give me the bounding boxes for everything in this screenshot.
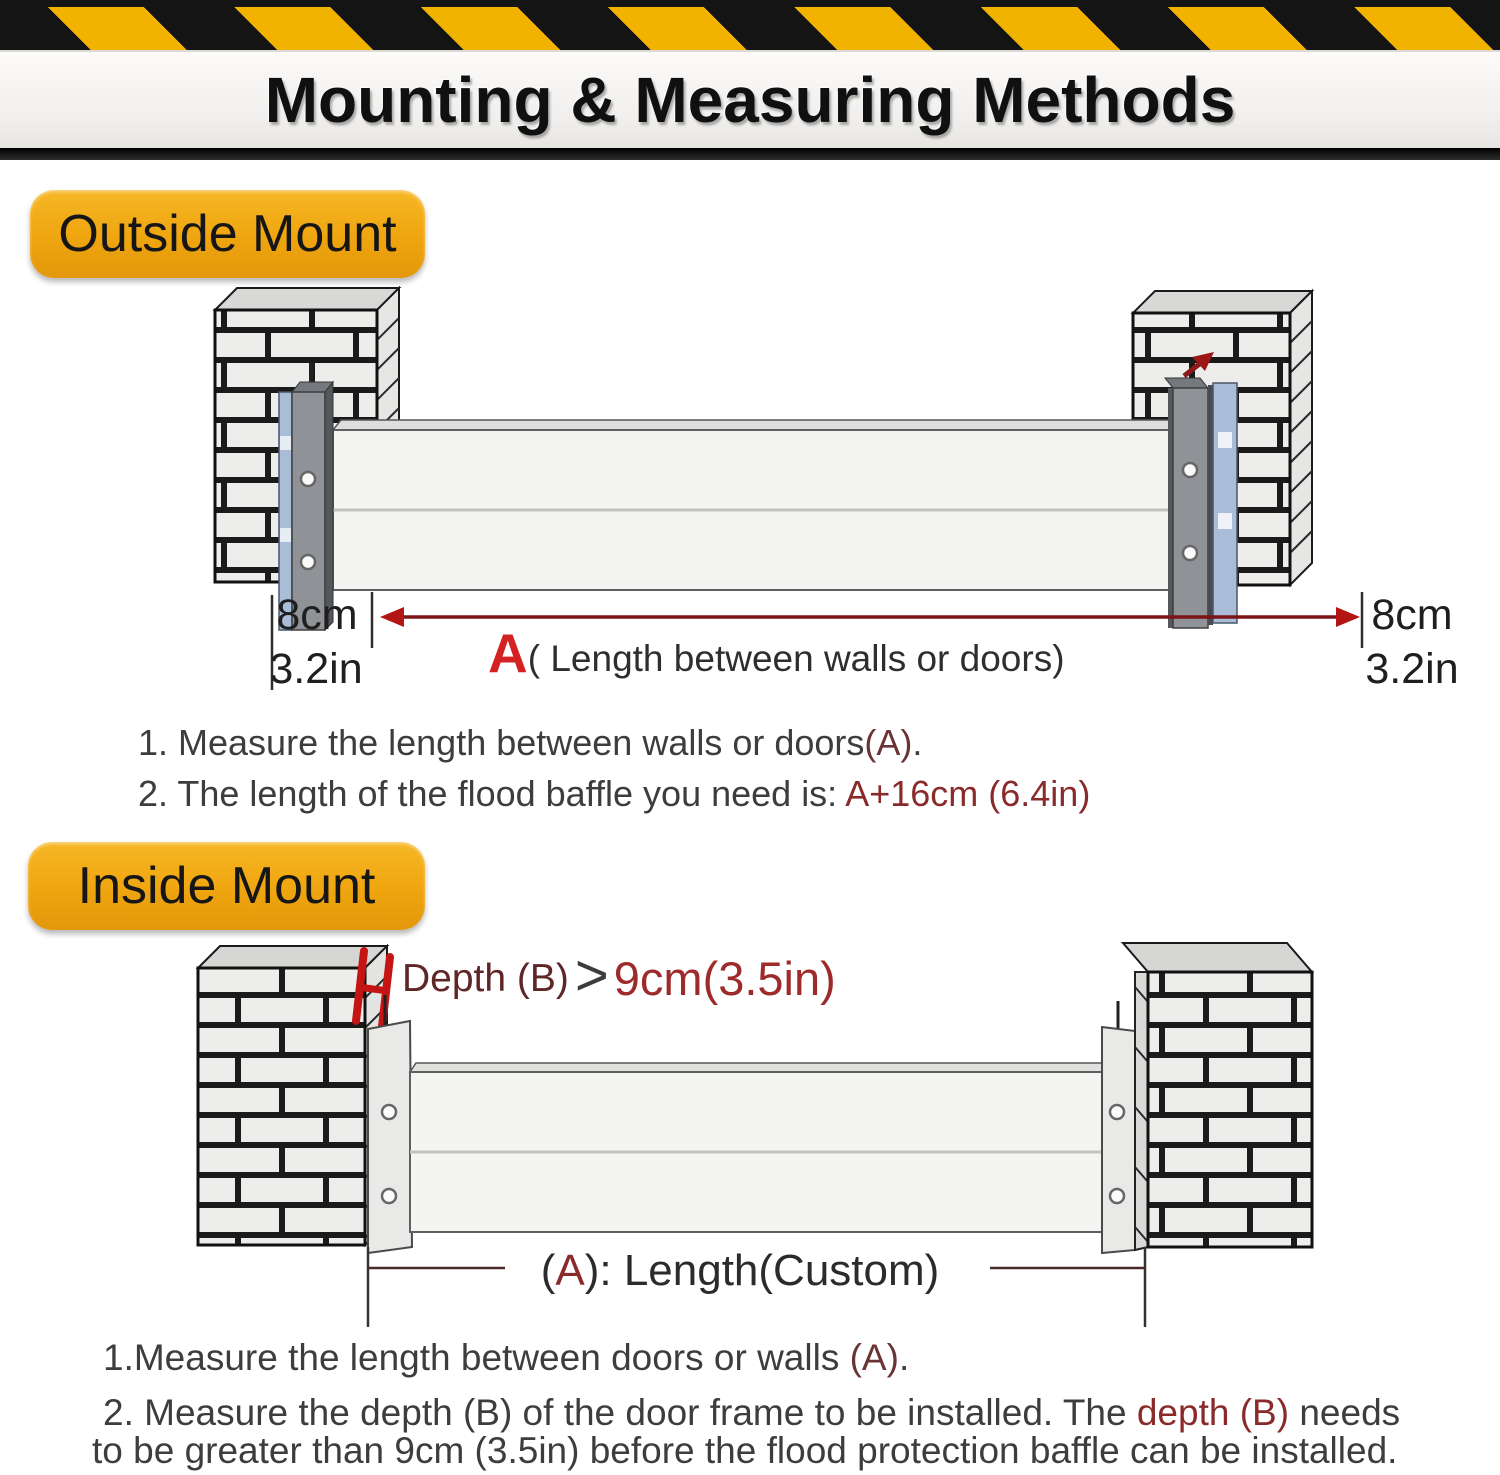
outside-left-bracket — [279, 363, 333, 630]
left-offset-in-label: 3.2in — [269, 645, 363, 693]
right-offset-in-label: 3.2in — [1365, 645, 1459, 693]
inside-right-plate — [1102, 1001, 1135, 1253]
outside-right-bracket — [1165, 352, 1237, 628]
greater-than-symbol: > — [574, 943, 609, 1008]
left-offset-cm-label: 8cm — [276, 591, 358, 639]
depth-annotation: Depth (B) > 9cm(3.5in) — [402, 943, 836, 1008]
outside-step-1: 1. Measure the length between walls or doors(A). — [138, 722, 923, 763]
inside-mount-badge: Inside Mount — [28, 842, 425, 930]
length-a-label: A ( Length between walls or doors) — [488, 622, 1065, 684]
right-offset-cm-label: 8cm — [1371, 591, 1453, 639]
outside-mount-badge: Outside Mount — [30, 190, 425, 278]
hazard-stripe-band — [0, 7, 1500, 52]
outside-step-2: 2. The length of the flood baffle you need is: A+16cm (6.4in) — [138, 773, 1091, 814]
inside-step-1: 1.Measure the length between doors or walls (A). — [103, 1337, 910, 1378]
inside-flood-barrier — [410, 1063, 1108, 1232]
top-black-strip — [0, 0, 1500, 7]
length-a-letter: A — [488, 622, 528, 684]
inside-step-2: 2. Measure the depth (B) of the door frame to be installed. The depth (B) needs — [103, 1392, 1401, 1433]
inside-left-plate — [368, 995, 412, 1253]
page-title: Mounting & Measuring Methods — [264, 64, 1236, 136]
length-custom-label: (A): Length(Custom) — [540, 1246, 940, 1295]
inside-step-2-line2: to be greater than 9cm (3.5in) before the flood protection baffle can be installed. — [92, 1430, 1398, 1471]
title-panel — [0, 52, 1500, 148]
header-bottom-strip — [0, 148, 1500, 160]
outside-flood-barrier — [333, 420, 1181, 590]
inside-right-pillar — [1123, 943, 1312, 1250]
